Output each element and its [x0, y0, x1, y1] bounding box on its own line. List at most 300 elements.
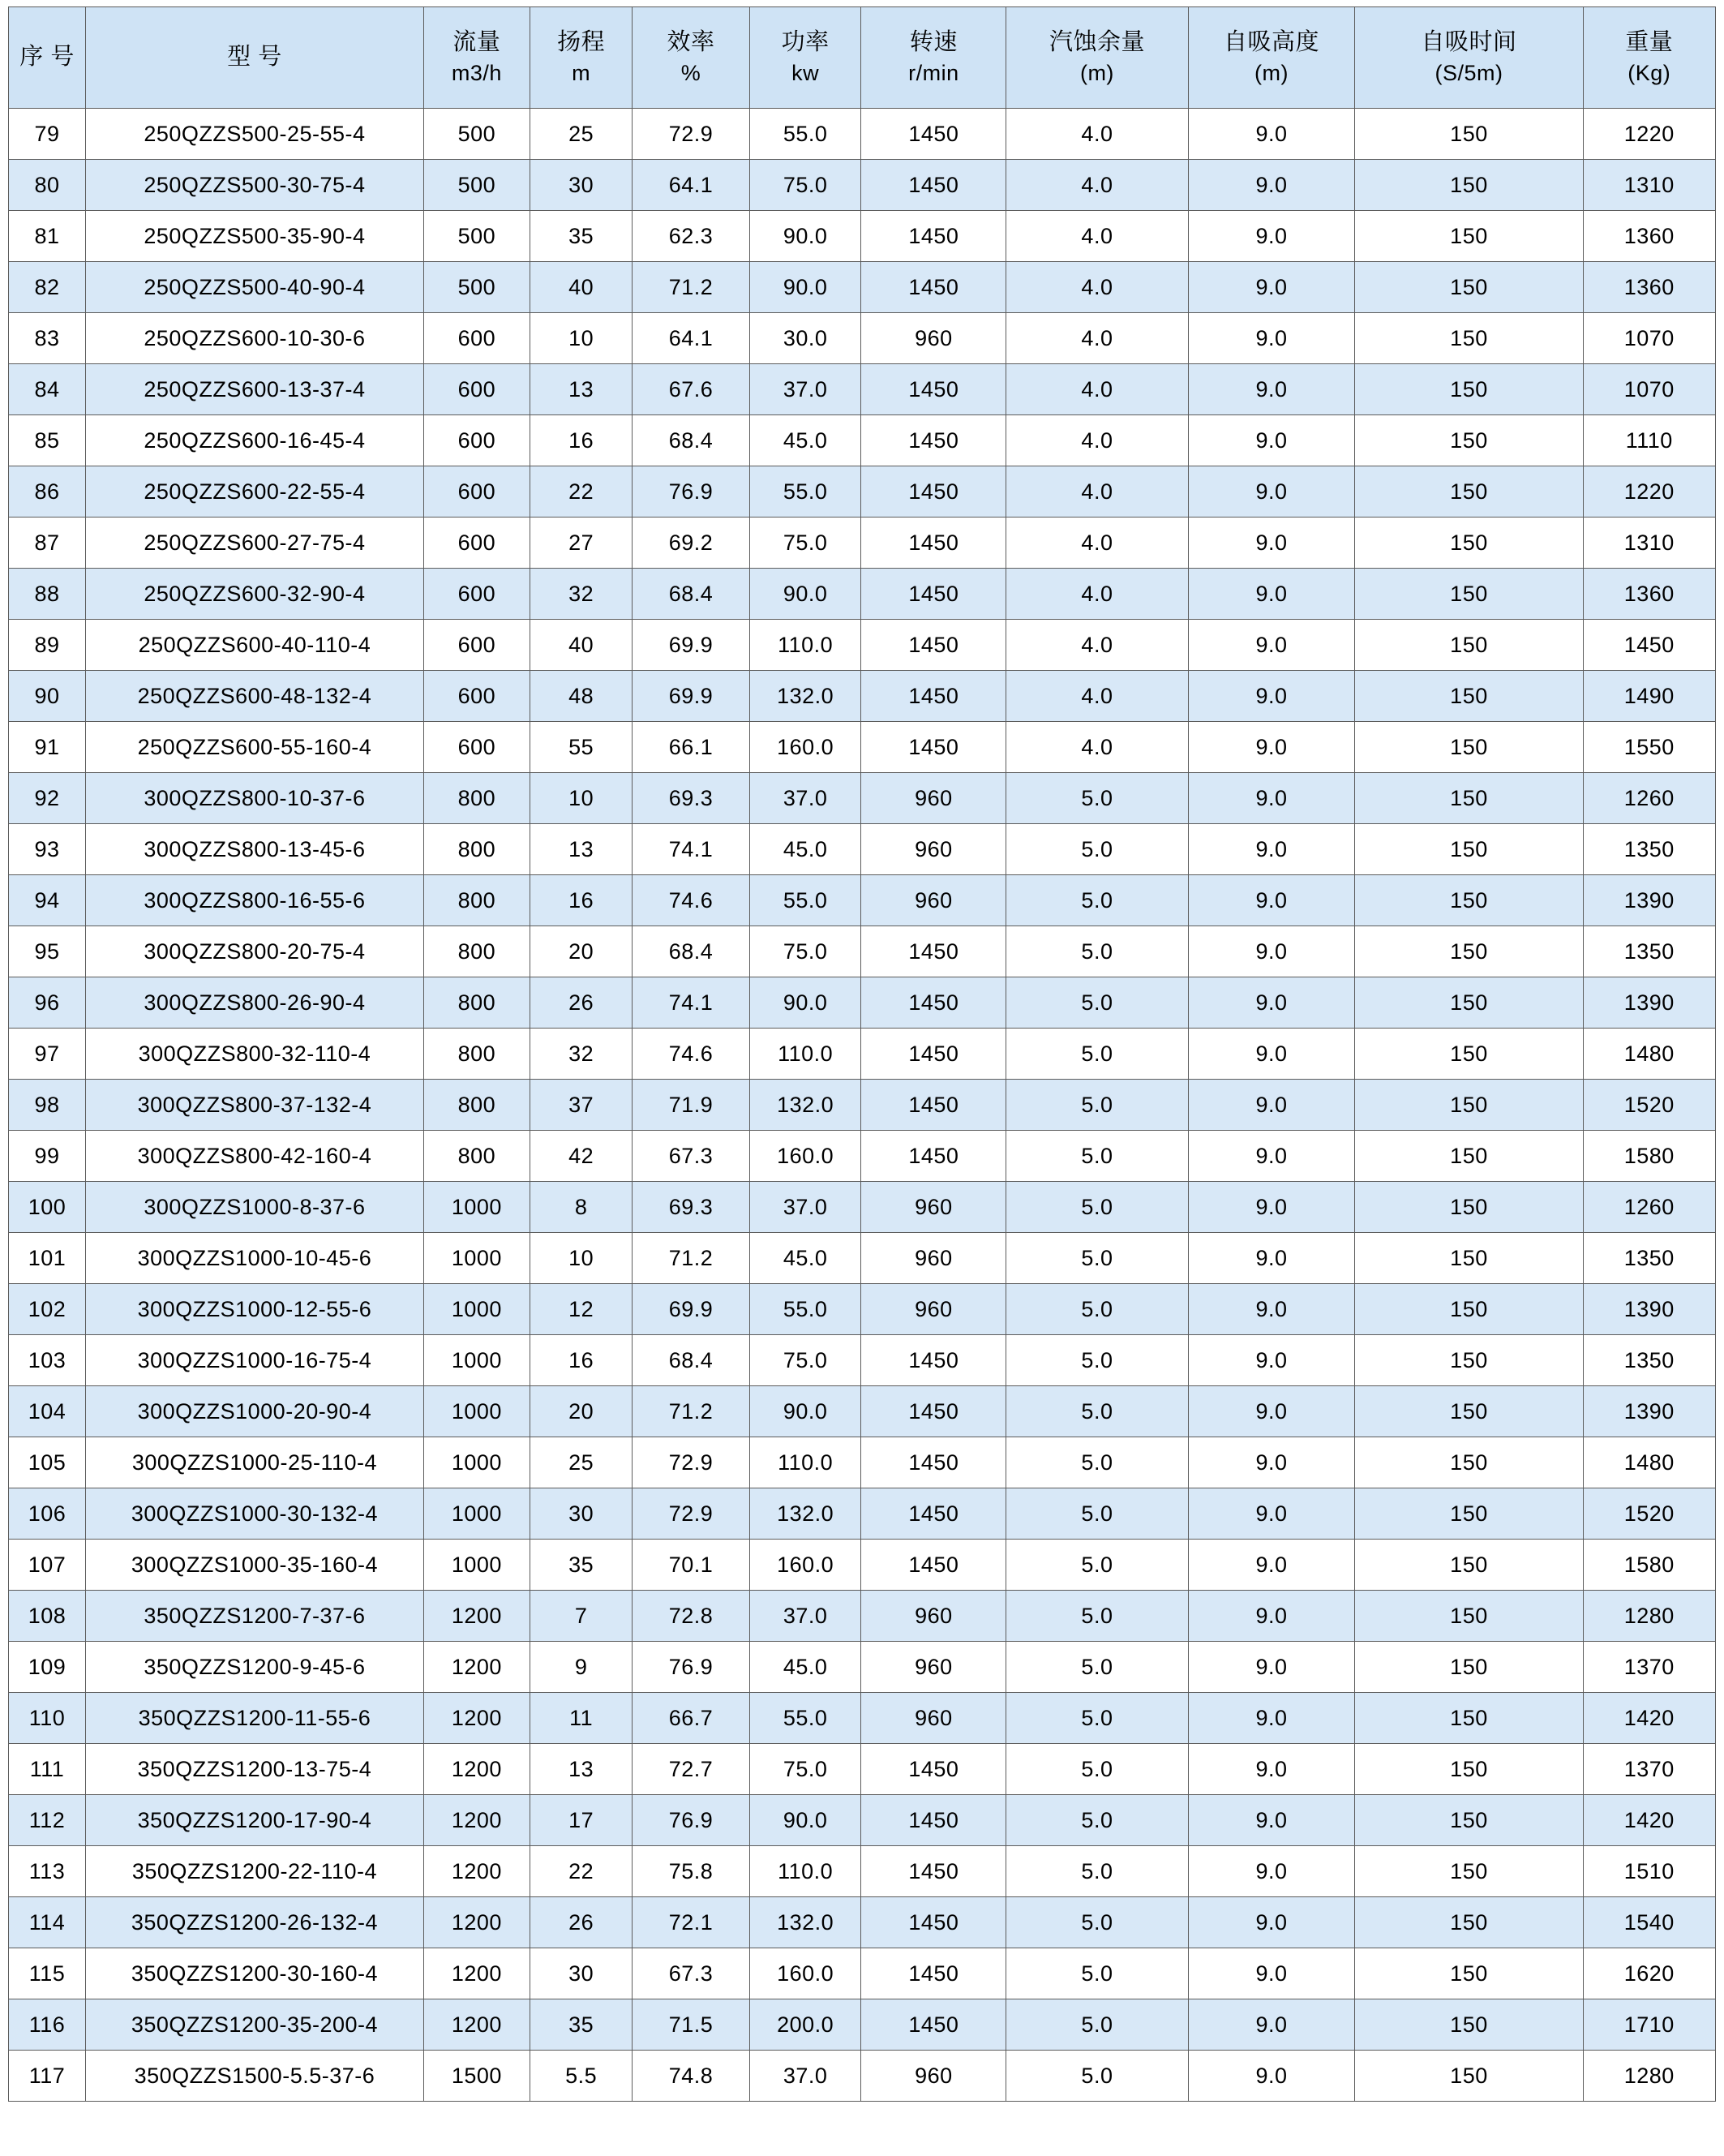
- cell-weight: 1110: [1583, 415, 1715, 466]
- header-unit: m: [572, 61, 591, 86]
- cell-speed: 1450: [861, 160, 1006, 211]
- cell-weight: 1510: [1583, 1846, 1715, 1897]
- cell-flow: 1200: [423, 1693, 530, 1744]
- cell-serial: 83: [9, 313, 86, 364]
- header-title: 自吸时间: [1421, 29, 1517, 56]
- cell-flow: 600: [423, 466, 530, 518]
- cell-head: 35: [530, 1999, 633, 2051]
- cell-speed: 1450: [861, 518, 1006, 569]
- cell-suction-height: 9.0: [1188, 313, 1355, 364]
- cell-suction-height: 9.0: [1188, 824, 1355, 875]
- table-row: [9, 569, 1716, 620]
- cell-suction-time: 150: [1355, 160, 1583, 211]
- cell-npsh: 4.0: [1006, 466, 1188, 518]
- cell-weight: 1260: [1583, 1182, 1715, 1233]
- cell-flow: 800: [423, 977, 530, 1029]
- cell-weight: 1420: [1583, 1693, 1715, 1744]
- cell-head: 25: [530, 1437, 633, 1488]
- cell-head: 30: [530, 1488, 633, 1540]
- cell-model: 350QZZS1200-30-160-4: [86, 1948, 424, 1999]
- cell-serial: 113: [9, 1846, 86, 1897]
- cell-head: 26: [530, 1897, 633, 1948]
- cell-model: 250QZZS600-40-110-4: [86, 620, 424, 671]
- cell-suction-height: 9.0: [1188, 518, 1355, 569]
- table-row: [9, 518, 1716, 569]
- cell-serial: 98: [9, 1080, 86, 1131]
- cell-power: 37.0: [749, 1591, 861, 1642]
- cell-suction-time: 150: [1355, 1948, 1583, 1999]
- cell-suction-time: 150: [1355, 2051, 1583, 2102]
- cell-suction-height: 9.0: [1188, 1080, 1355, 1131]
- cell-serial: 84: [9, 364, 86, 415]
- cell-flow: 800: [423, 875, 530, 926]
- cell-suction-height: 9.0: [1188, 109, 1355, 160]
- cell-power: 30.0: [749, 313, 861, 364]
- cell-model: 350QZZS1200-26-132-4: [86, 1897, 424, 1948]
- cell-head: 40: [530, 620, 633, 671]
- cell-npsh: 5.0: [1006, 1437, 1188, 1488]
- cell-suction-time: 150: [1355, 518, 1583, 569]
- cell-power: 90.0: [749, 977, 861, 1029]
- table-row: [9, 415, 1716, 466]
- cell-model: 350QZZS1200-11-55-6: [86, 1693, 424, 1744]
- cell-suction-height: 9.0: [1188, 1131, 1355, 1182]
- cell-npsh: 5.0: [1006, 1744, 1188, 1795]
- cell-power: 160.0: [749, 722, 861, 773]
- cell-power: 75.0: [749, 1744, 861, 1795]
- cell-efficiency: 66.7: [633, 1693, 750, 1744]
- table-row: [9, 1335, 1716, 1386]
- cell-suction-height: 9.0: [1188, 1591, 1355, 1642]
- cell-npsh: 5.0: [1006, 1080, 1188, 1131]
- cell-efficiency: 74.8: [633, 2051, 750, 2102]
- cell-weight: 1580: [1583, 1540, 1715, 1591]
- cell-efficiency: 71.5: [633, 1999, 750, 2051]
- cell-speed: 1450: [861, 1999, 1006, 2051]
- cell-npsh: 4.0: [1006, 109, 1188, 160]
- cell-suction-time: 150: [1355, 977, 1583, 1029]
- cell-suction-height: 9.0: [1188, 1897, 1355, 1948]
- cell-speed: 1450: [861, 1335, 1006, 1386]
- cell-npsh: 5.0: [1006, 926, 1188, 977]
- cell-model: 350QZZS1200-22-110-4: [86, 1846, 424, 1897]
- cell-npsh: 4.0: [1006, 364, 1188, 415]
- cell-serial: 87: [9, 518, 86, 569]
- cell-flow: 800: [423, 773, 530, 824]
- cell-power: 90.0: [749, 211, 861, 262]
- cell-model: 300QZZS1000-8-37-6: [86, 1182, 424, 1233]
- cell-speed: 1450: [861, 1540, 1006, 1591]
- cell-npsh: 4.0: [1006, 620, 1188, 671]
- cell-efficiency: 74.1: [633, 977, 750, 1029]
- column-header-flow: [423, 7, 530, 109]
- cell-serial: 111: [9, 1744, 86, 1795]
- cell-speed: 1450: [861, 1488, 1006, 1540]
- cell-model: 250QZZS500-40-90-4: [86, 262, 424, 313]
- cell-model: 250QZZS600-32-90-4: [86, 569, 424, 620]
- header-title: 效率: [667, 29, 715, 56]
- cell-efficiency: 72.9: [633, 1437, 750, 1488]
- cell-flow: 1200: [423, 1948, 530, 1999]
- cell-weight: 1070: [1583, 313, 1715, 364]
- table-row: [9, 1437, 1716, 1488]
- cell-efficiency: 68.4: [633, 415, 750, 466]
- cell-suction-time: 150: [1355, 926, 1583, 977]
- cell-power: 110.0: [749, 1029, 861, 1080]
- cell-flow: 1000: [423, 1540, 530, 1591]
- cell-efficiency: 69.9: [633, 620, 750, 671]
- cell-suction-time: 150: [1355, 313, 1583, 364]
- table-row: [9, 109, 1716, 160]
- cell-model: 300QZZS800-13-45-6: [86, 824, 424, 875]
- cell-suction-time: 150: [1355, 722, 1583, 773]
- cell-head: 40: [530, 262, 633, 313]
- cell-suction-height: 9.0: [1188, 722, 1355, 773]
- cell-npsh: 4.0: [1006, 569, 1188, 620]
- cell-head: 11: [530, 1693, 633, 1744]
- cell-power: 37.0: [749, 773, 861, 824]
- cell-head: 9: [530, 1642, 633, 1693]
- cell-model: 300QZZS1000-35-160-4: [86, 1540, 424, 1591]
- cell-flow: 1200: [423, 1642, 530, 1693]
- cell-suction-time: 150: [1355, 1386, 1583, 1437]
- cell-serial: 89: [9, 620, 86, 671]
- cell-weight: 1310: [1583, 160, 1715, 211]
- cell-suction-time: 150: [1355, 1540, 1583, 1591]
- cell-speed: 1450: [861, 466, 1006, 518]
- cell-flow: 1200: [423, 1897, 530, 1948]
- cell-serial: 105: [9, 1437, 86, 1488]
- cell-efficiency: 72.8: [633, 1591, 750, 1642]
- table-row: [9, 1284, 1716, 1335]
- cell-weight: 1360: [1583, 211, 1715, 262]
- cell-model: 250QZZS600-16-45-4: [86, 415, 424, 466]
- header-unit: (m): [1254, 61, 1289, 86]
- cell-efficiency: 68.4: [633, 569, 750, 620]
- cell-suction-height: 9.0: [1188, 415, 1355, 466]
- cell-speed: 960: [861, 1284, 1006, 1335]
- cell-power: 90.0: [749, 1386, 861, 1437]
- cell-speed: 1450: [861, 1897, 1006, 1948]
- cell-efficiency: 72.9: [633, 109, 750, 160]
- cell-npsh: 5.0: [1006, 1284, 1188, 1335]
- cell-weight: 1350: [1583, 926, 1715, 977]
- cell-head: 13: [530, 824, 633, 875]
- cell-flow: 500: [423, 160, 530, 211]
- cell-flow: 1000: [423, 1386, 530, 1437]
- cell-flow: 600: [423, 364, 530, 415]
- cell-efficiency: 69.2: [633, 518, 750, 569]
- cell-flow: 1000: [423, 1284, 530, 1335]
- cell-head: 20: [530, 926, 633, 977]
- cell-serial: 109: [9, 1642, 86, 1693]
- column-header-head: [530, 7, 633, 109]
- cell-flow: 500: [423, 262, 530, 313]
- cell-head: 13: [530, 1744, 633, 1795]
- cell-suction-time: 150: [1355, 824, 1583, 875]
- header-title: 流量: [452, 29, 501, 56]
- cell-power: 75.0: [749, 160, 861, 211]
- cell-suction-time: 150: [1355, 671, 1583, 722]
- table-row: [9, 1488, 1716, 1540]
- cell-speed: 960: [861, 1642, 1006, 1693]
- cell-weight: 1220: [1583, 109, 1715, 160]
- cell-flow: 600: [423, 620, 530, 671]
- cell-power: 45.0: [749, 1233, 861, 1284]
- cell-weight: 1520: [1583, 1488, 1715, 1540]
- cell-npsh: 4.0: [1006, 160, 1188, 211]
- cell-npsh: 5.0: [1006, 2051, 1188, 2102]
- header-unit: %: [680, 61, 701, 86]
- cell-speed: 1450: [861, 1795, 1006, 1846]
- cell-model: 300QZZS800-37-132-4: [86, 1080, 424, 1131]
- cell-suction-time: 150: [1355, 1642, 1583, 1693]
- cell-efficiency: 71.9: [633, 1080, 750, 1131]
- cell-suction-height: 9.0: [1188, 1284, 1355, 1335]
- cell-suction-height: 9.0: [1188, 1693, 1355, 1744]
- cell-head: 10: [530, 313, 633, 364]
- cell-npsh: 5.0: [1006, 1029, 1188, 1080]
- cell-speed: 1450: [861, 1744, 1006, 1795]
- cell-npsh: 5.0: [1006, 1642, 1188, 1693]
- column-header-weight: [1583, 7, 1715, 109]
- cell-npsh: 4.0: [1006, 211, 1188, 262]
- cell-speed: 1450: [861, 926, 1006, 977]
- cell-suction-time: 150: [1355, 569, 1583, 620]
- cell-power: 110.0: [749, 1846, 861, 1897]
- cell-serial: 90: [9, 671, 86, 722]
- cell-model: 350QZZS1200-9-45-6: [86, 1642, 424, 1693]
- cell-weight: 1370: [1583, 1744, 1715, 1795]
- cell-weight: 1360: [1583, 569, 1715, 620]
- cell-weight: 1350: [1583, 1335, 1715, 1386]
- cell-npsh: 4.0: [1006, 262, 1188, 313]
- cell-weight: 1280: [1583, 2051, 1715, 2102]
- cell-speed: 960: [861, 1182, 1006, 1233]
- cell-head: 25: [530, 109, 633, 160]
- cell-power: 45.0: [749, 415, 861, 466]
- cell-npsh: 5.0: [1006, 1182, 1188, 1233]
- cell-npsh: 5.0: [1006, 1335, 1188, 1386]
- cell-suction-time: 150: [1355, 875, 1583, 926]
- cell-model: 300QZZS800-32-110-4: [86, 1029, 424, 1080]
- cell-model: 250QZZS600-22-55-4: [86, 466, 424, 518]
- cell-efficiency: 70.1: [633, 1540, 750, 1591]
- cell-power: 75.0: [749, 1335, 861, 1386]
- cell-flow: 1000: [423, 1437, 530, 1488]
- cell-speed: 1450: [861, 262, 1006, 313]
- cell-power: 55.0: [749, 1284, 861, 1335]
- table-row: [9, 1591, 1716, 1642]
- cell-suction-time: 150: [1355, 109, 1583, 160]
- cell-efficiency: 68.4: [633, 1335, 750, 1386]
- cell-suction-height: 9.0: [1188, 160, 1355, 211]
- cell-serial: 104: [9, 1386, 86, 1437]
- cell-serial: 108: [9, 1591, 86, 1642]
- cell-suction-height: 9.0: [1188, 211, 1355, 262]
- cell-suction-height: 9.0: [1188, 1795, 1355, 1846]
- cell-head: 22: [530, 466, 633, 518]
- cell-serial: 80: [9, 160, 86, 211]
- cell-flow: 800: [423, 824, 530, 875]
- cell-speed: 960: [861, 875, 1006, 926]
- cell-suction-height: 9.0: [1188, 1437, 1355, 1488]
- table-row: [9, 977, 1716, 1029]
- cell-suction-height: 9.0: [1188, 364, 1355, 415]
- cell-npsh: 5.0: [1006, 1948, 1188, 1999]
- cell-serial: 112: [9, 1795, 86, 1846]
- cell-weight: 1520: [1583, 1080, 1715, 1131]
- cell-speed: 1450: [861, 722, 1006, 773]
- cell-suction-height: 9.0: [1188, 1488, 1355, 1540]
- cell-weight: 1550: [1583, 722, 1715, 773]
- cell-suction-height: 9.0: [1188, 1846, 1355, 1897]
- cell-serial: 117: [9, 2051, 86, 2102]
- cell-head: 5.5: [530, 2051, 633, 2102]
- cell-efficiency: 71.2: [633, 262, 750, 313]
- cell-flow: 1000: [423, 1488, 530, 1540]
- cell-power: 45.0: [749, 1642, 861, 1693]
- cell-efficiency: 76.9: [633, 466, 750, 518]
- table-row: [9, 1999, 1716, 2051]
- cell-weight: 1360: [1583, 262, 1715, 313]
- cell-serial: 82: [9, 262, 86, 313]
- cell-weight: 1390: [1583, 977, 1715, 1029]
- cell-serial: 93: [9, 824, 86, 875]
- cell-npsh: 5.0: [1006, 1540, 1188, 1591]
- cell-speed: 960: [861, 313, 1006, 364]
- cell-flow: 1200: [423, 1999, 530, 2051]
- table-row: [9, 1642, 1716, 1693]
- cell-serial: 94: [9, 875, 86, 926]
- cell-serial: 110: [9, 1693, 86, 1744]
- cell-suction-time: 150: [1355, 1744, 1583, 1795]
- cell-head: 55: [530, 722, 633, 773]
- cell-flow: 1200: [423, 1744, 530, 1795]
- cell-head: 37: [530, 1080, 633, 1131]
- header-title: 转速: [909, 29, 958, 56]
- cell-head: 20: [530, 1386, 633, 1437]
- table-row: [9, 824, 1716, 875]
- header-title: 重量: [1625, 29, 1674, 56]
- cell-model: 350QZZS1200-13-75-4: [86, 1744, 424, 1795]
- cell-efficiency: 69.9: [633, 671, 750, 722]
- cell-flow: 1500: [423, 2051, 530, 2102]
- cell-head: 10: [530, 773, 633, 824]
- cell-power: 45.0: [749, 824, 861, 875]
- cell-suction-height: 9.0: [1188, 773, 1355, 824]
- cell-model: 350QZZS1200-7-37-6: [86, 1591, 424, 1642]
- cell-suction-height: 9.0: [1188, 1642, 1355, 1693]
- cell-head: 16: [530, 415, 633, 466]
- column-header-serial: [9, 7, 86, 109]
- cell-npsh: 4.0: [1006, 415, 1188, 466]
- cell-power: 110.0: [749, 620, 861, 671]
- cell-efficiency: 71.2: [633, 1386, 750, 1437]
- table-row: [9, 620, 1716, 671]
- cell-suction-time: 150: [1355, 1437, 1583, 1488]
- cell-npsh: 5.0: [1006, 1488, 1188, 1540]
- cell-npsh: 4.0: [1006, 671, 1188, 722]
- cell-suction-time: 150: [1355, 773, 1583, 824]
- cell-model: 300QZZS800-42-160-4: [86, 1131, 424, 1182]
- cell-power: 160.0: [749, 1540, 861, 1591]
- cell-model: 300QZZS1000-16-75-4: [86, 1335, 424, 1386]
- cell-suction-height: 9.0: [1188, 466, 1355, 518]
- cell-efficiency: 72.7: [633, 1744, 750, 1795]
- table-row: [9, 364, 1716, 415]
- table-row: [9, 926, 1716, 977]
- cell-speed: 1450: [861, 569, 1006, 620]
- cell-model: 300QZZS800-26-90-4: [86, 977, 424, 1029]
- cell-npsh: 5.0: [1006, 1233, 1188, 1284]
- cell-weight: 1620: [1583, 1948, 1715, 1999]
- cell-suction-time: 150: [1355, 211, 1583, 262]
- cell-head: 26: [530, 977, 633, 1029]
- cell-head: 17: [530, 1795, 633, 1846]
- column-header-efficiency: [633, 7, 750, 109]
- cell-serial: 106: [9, 1488, 86, 1540]
- table-row: [9, 1897, 1716, 1948]
- cell-efficiency: 68.4: [633, 926, 750, 977]
- cell-suction-height: 9.0: [1188, 1233, 1355, 1284]
- cell-speed: 960: [861, 1591, 1006, 1642]
- cell-speed: 1450: [861, 1131, 1006, 1182]
- cell-model: 250QZZS600-13-37-4: [86, 364, 424, 415]
- cell-efficiency: 72.1: [633, 1897, 750, 1948]
- cell-suction-time: 150: [1355, 620, 1583, 671]
- cell-npsh: 5.0: [1006, 1846, 1188, 1897]
- cell-npsh: 5.0: [1006, 773, 1188, 824]
- cell-suction-height: 9.0: [1188, 1999, 1355, 2051]
- cell-model: 300QZZS800-20-75-4: [86, 926, 424, 977]
- header-title: 扬程: [557, 29, 606, 56]
- table-row: [9, 773, 1716, 824]
- cell-model: 300QZZS1000-10-45-6: [86, 1233, 424, 1284]
- cell-head: 48: [530, 671, 633, 722]
- table-row: [9, 313, 1716, 364]
- cell-npsh: 5.0: [1006, 875, 1188, 926]
- cell-head: 22: [530, 1846, 633, 1897]
- cell-power: 110.0: [749, 1437, 861, 1488]
- cell-model: 350QZZS1200-35-200-4: [86, 1999, 424, 2051]
- cell-power: 90.0: [749, 569, 861, 620]
- cell-suction-height: 9.0: [1188, 926, 1355, 977]
- cell-flow: 600: [423, 415, 530, 466]
- cell-suction-time: 150: [1355, 1182, 1583, 1233]
- cell-flow: 1000: [423, 1233, 530, 1284]
- cell-model: 300QZZS1000-30-132-4: [86, 1488, 424, 1540]
- cell-weight: 1310: [1583, 518, 1715, 569]
- table-row: [9, 1131, 1716, 1182]
- cell-efficiency: 74.6: [633, 875, 750, 926]
- cell-npsh: 5.0: [1006, 1693, 1188, 1744]
- cell-speed: 1450: [861, 1948, 1006, 1999]
- cell-flow: 1200: [423, 1795, 530, 1846]
- cell-speed: 1450: [861, 364, 1006, 415]
- cell-weight: 1450: [1583, 620, 1715, 671]
- cell-weight: 1480: [1583, 1029, 1715, 1080]
- cell-power: 132.0: [749, 1488, 861, 1540]
- table-row: [9, 1080, 1716, 1131]
- cell-suction-height: 9.0: [1188, 1948, 1355, 1999]
- cell-efficiency: 67.3: [633, 1131, 750, 1182]
- cell-efficiency: 75.8: [633, 1846, 750, 1897]
- cell-power: 75.0: [749, 926, 861, 977]
- cell-head: 35: [530, 1540, 633, 1591]
- cell-weight: 1280: [1583, 1591, 1715, 1642]
- column-header-npsh: [1006, 7, 1188, 109]
